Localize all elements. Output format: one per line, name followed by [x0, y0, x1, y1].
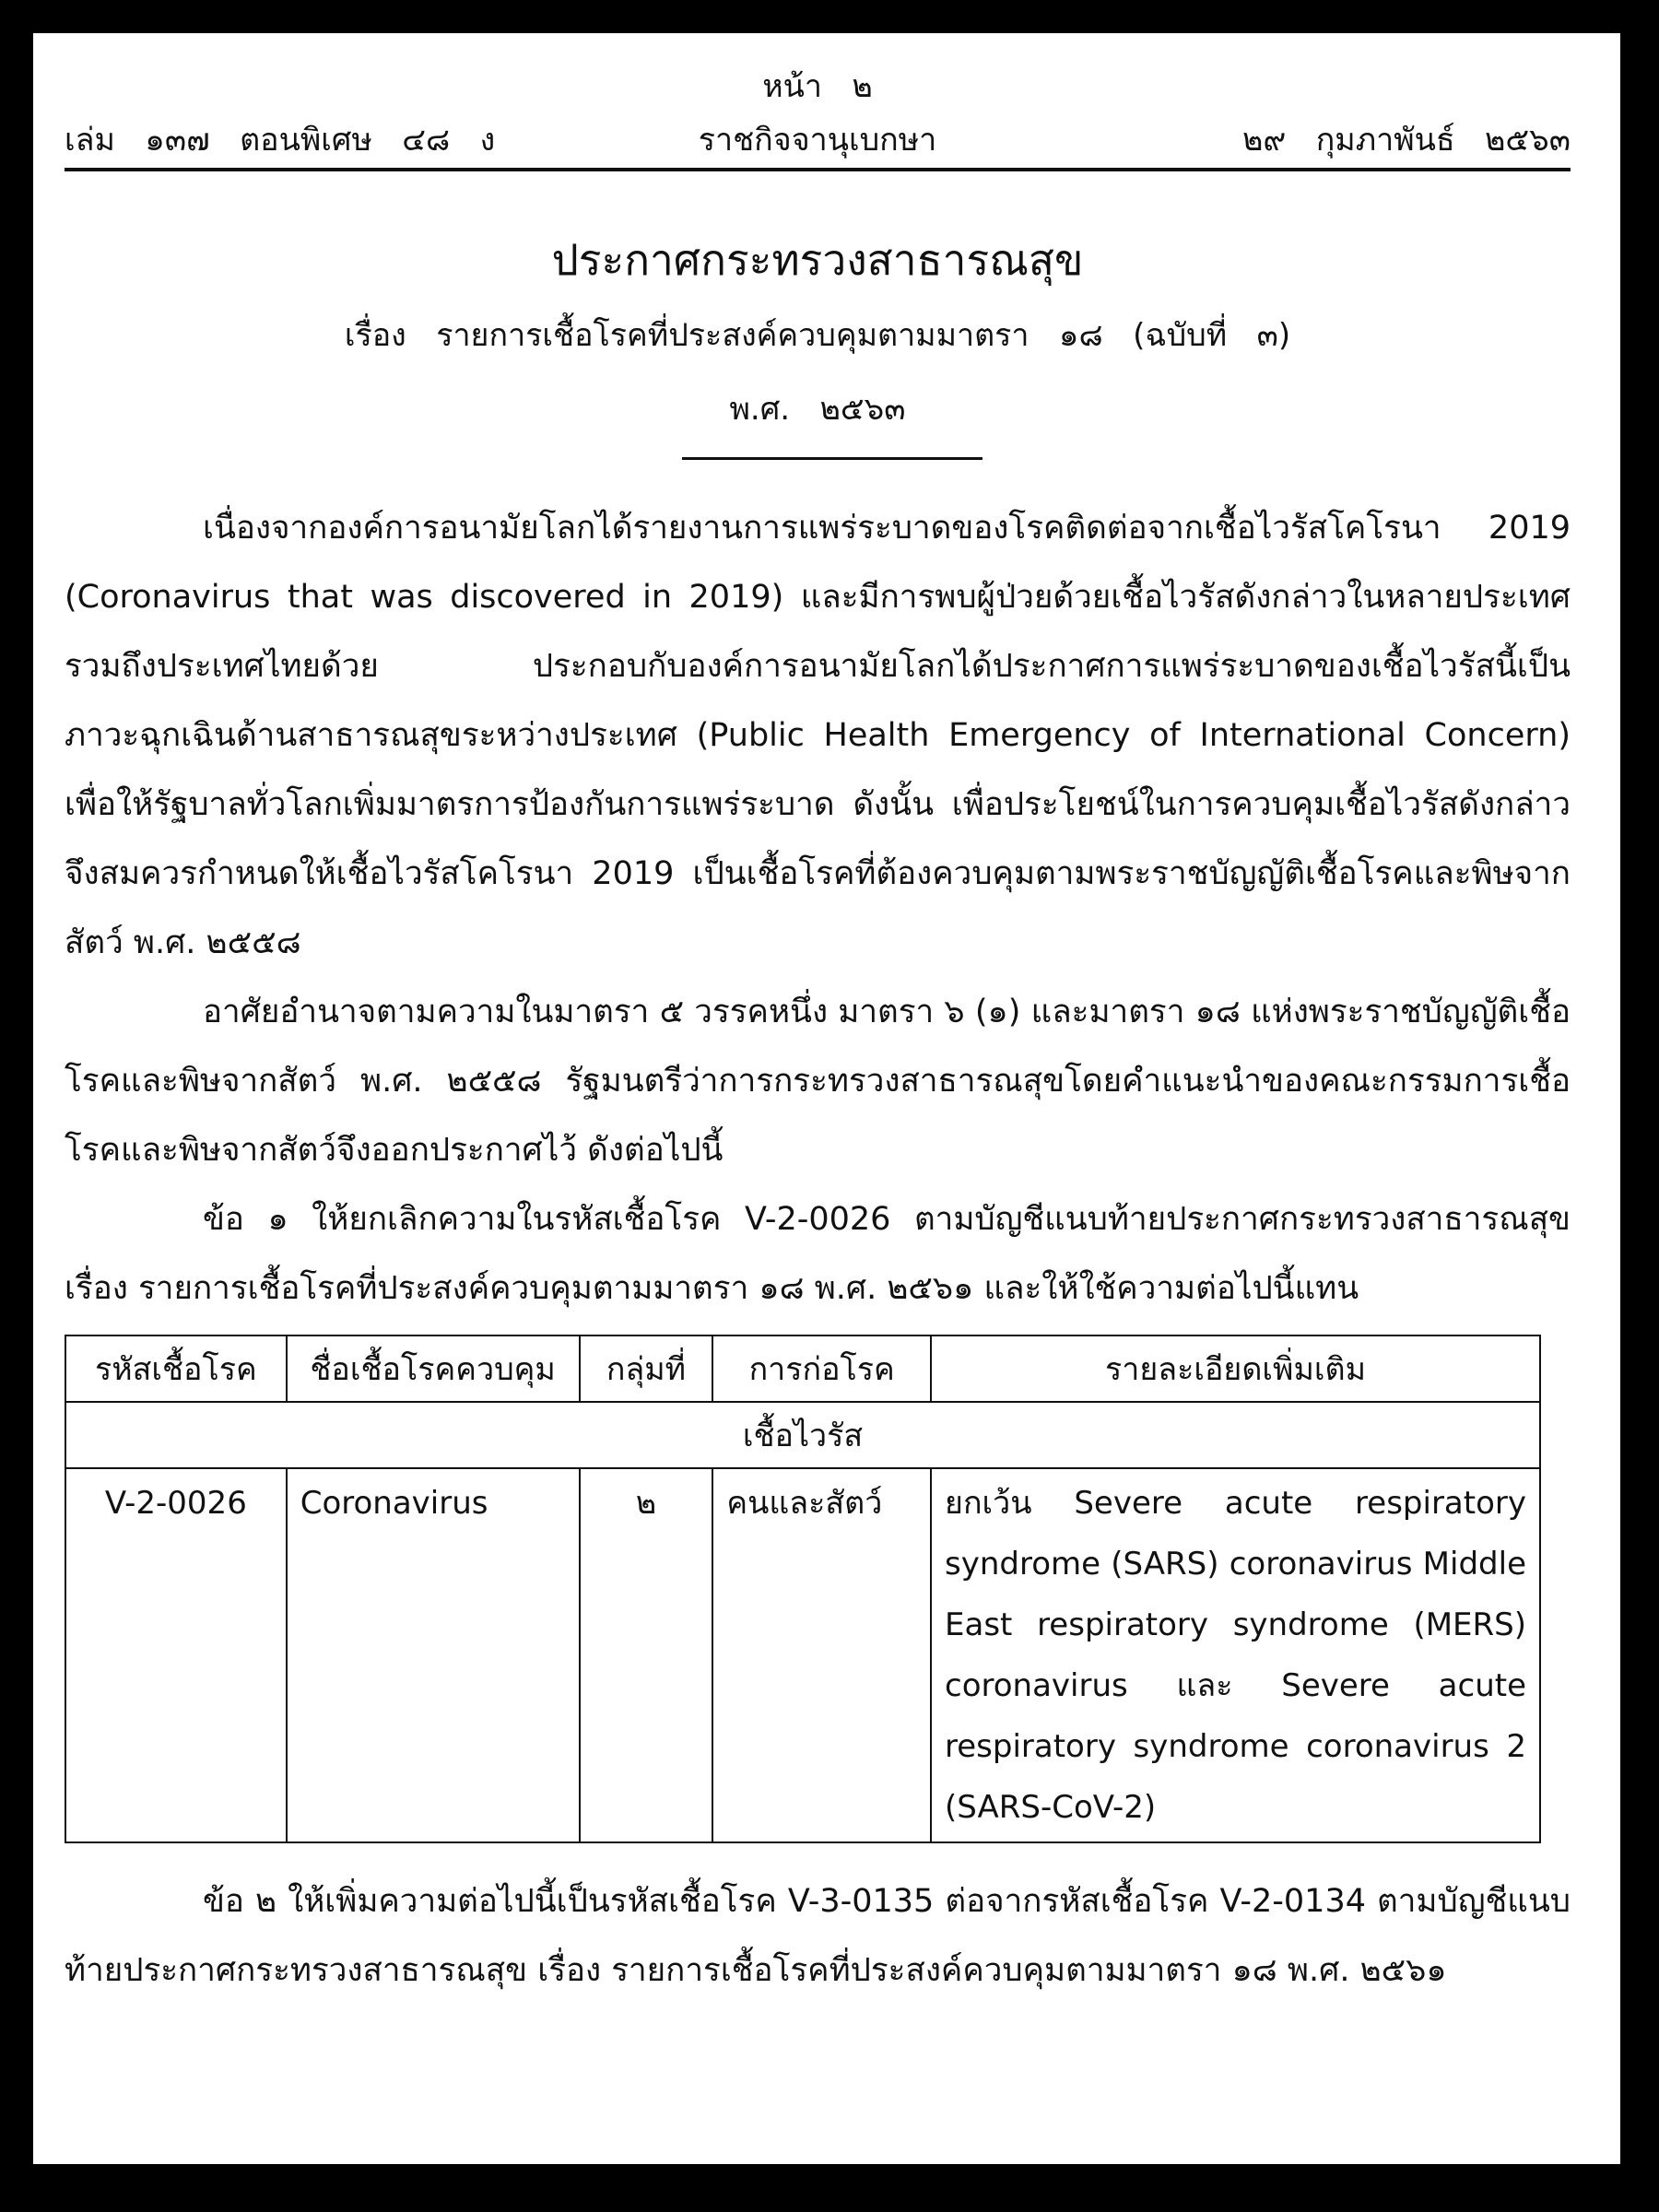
clause-1: ข้อ ๑ ให้ยกเลิกความในรหัสเชื้อโรค V-2-0026 ตามบัญชีแนบท้ายประกาศกระทรวงสาธารณสุข เรื่อง รายการเชื้อโรคที่ประสงค์ควบคุมตามมาตรา ๑๘ พ.ศ. ๒๕๖๑ และให้ใช้ความต่อไปนี้แทน	[65, 1201, 1571, 1307]
group-row	[65, 1402, 1540, 1468]
column-header: การก่อโรค	[712, 1335, 931, 1402]
group-label: เชื้อไวรัส	[65, 1402, 1540, 1468]
pathogen-group: ๒	[580, 1468, 713, 1842]
preamble-paragraph: เนื่องจากองค์การอนามัยโลกได้รายงานการแพร่ระบาดของโรคติดต่อจากเชื้อไวรัสโคโรนา 2019 (Coronavirus that was discovered in 2019) และมีการพบผู้ป่วยด้วยเชื้อไวรัสดังกล่าวในหลายประเทศรวมถึงประเทศไทยด้วย ประกอบกับองค์การอนามัยโลกได้ประกาศการแพร่ระบาดของเชื้อไวรัสนี้เป็นภาวะฉุกเฉินด้านสาธารณสุขระหว่างประเทศ (Public Health Emergency of International Concern) เพื่อให้รัฐบาลทั่วโลกเพิ่มมาตรการป้องกันการแพร่ระบาด ดังนั้น เพื่อประโยชน์ในการควบคุมเชื้อไวรัสดังกล่าว จึงสมควรกำหนดให้เชื้อไวรัสโคโรนา 2019 เป็นเชื้อโรคที่ต้องควบคุมตามพระราชบัญญัติเชื้อโรคและพิษจากสัตว์ พ.ศ. ๒๕๕๘	[65, 510, 1571, 961]
column-header: รหัสเชื้อโรค	[65, 1335, 287, 1402]
pathogen-details: ยกเว้น Severe acute respiratory syndrome (SARS) coronavirus Middle East respiratory syndrome (MERS) coronavirus และ Severe acute respiratory syndrome coronavirus 2 (SARS-CoV-2)	[931, 1468, 1540, 1842]
page-number: หน้า ๒	[762, 68, 873, 105]
authority-paragraph: อาศัยอำนาจตามความในมาตรา ๕ วรรคหนึ่ง มาตรา ๖ (๑) และมาตรา ๑๘ แห่งพระราชบัญญัติเชื้อโรคและพิษจากสัตว์ พ.ศ. ๒๕๕๘ รัฐมนตรีว่าการกระทรวงสาธารณสุขโดยคำแนะนำของคณะกรรมการเชื้อโรคและพิษจากสัตว์จึงออกประกาศไว้ ดังต่อไปนี้	[65, 994, 1571, 1169]
volume-issue: เล่ม ๑๓๗ ตอนพิเศษ ๔๘ ง	[65, 122, 496, 159]
table-header-row	[65, 1335, 1540, 1402]
pathogen-table	[65, 1335, 1541, 1843]
gazette-header	[65, 114, 1571, 160]
publication-date: ๒๙ กุมภาพันธ์ ๒๕๖๓	[1241, 122, 1571, 159]
pathogen-name: Coronavirus	[287, 1468, 580, 1842]
publication-name: ราชกิจจานุเบกษา	[698, 122, 937, 159]
header-rule	[65, 168, 1571, 171]
table-row	[65, 1468, 1540, 1842]
column-header: รายละเอียดเพิ่มเติม	[931, 1335, 1540, 1402]
pathogenicity: คนและสัตว์	[712, 1468, 931, 1842]
pathogen-code: V-2-0026	[65, 1468, 287, 1842]
announcement-year: พ.ศ. ๒๕๖๓	[729, 391, 906, 428]
title-rule	[682, 457, 982, 460]
announcement-title: ประกาศกระทรวงสาธารณสุข	[551, 235, 1084, 285]
clause-2: ข้อ ๒ ให้เพิ่มความต่อไปนี้เป็นรหัสเชื้อโรค V-3-0135 ต่อจากรหัสเชื้อโรค V-2-0134 ตามบัญชีแนบท้ายประกาศกระทรวงสาธารณสุข เรื่อง รายการเชื้อโรคที่ประสงค์ควบคุมตามมาตรา ๑๘ พ.ศ. ๒๕๖๑	[65, 1883, 1571, 1989]
announcement-subject: เรื่อง รายการเชื้อโรคที่ประสงค์ควบคุมตามมาตรา ๑๘ (ฉบับที่ ๓)	[344, 317, 1291, 354]
gazette-page	[33, 33, 1620, 2164]
column-header: ชื่อเชื้อโรคควบคุม	[287, 1335, 580, 1402]
column-header: กลุ่มที่	[580, 1335, 713, 1402]
